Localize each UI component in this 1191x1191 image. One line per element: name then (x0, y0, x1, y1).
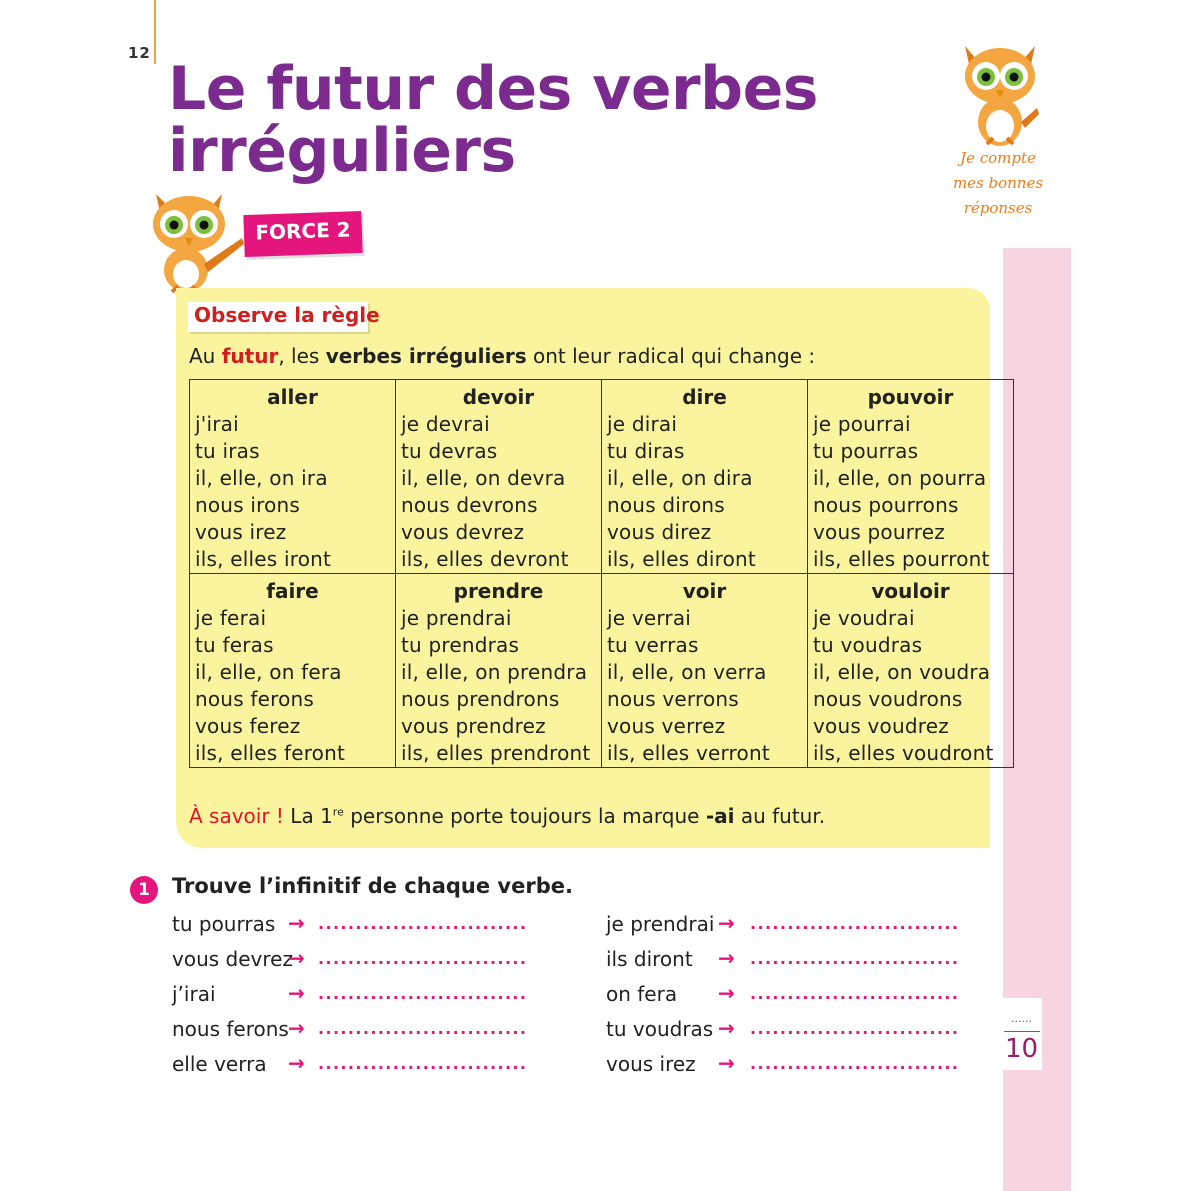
conjugated-form: vous prendrez (401, 714, 546, 738)
answer-blank[interactable]: ............................ (318, 949, 528, 968)
verb-cell (602, 380, 808, 574)
savoir-superscript: re (332, 805, 344, 819)
verb-cell (190, 574, 396, 768)
conjugated-form: tu verras (607, 633, 699, 657)
answer-blank[interactable]: ............................ (318, 1019, 528, 1038)
conjugated-form: tu devras (401, 439, 498, 463)
conjugated-form: vous pourrez (813, 520, 945, 544)
conjugated-form: je ferai (195, 606, 267, 630)
force-level-label: FORCE 2 (254, 217, 352, 245)
answer-blank[interactable]: ............................ (318, 914, 528, 933)
title-line-1: Le futur des verbes (168, 54, 819, 124)
verb-infinitive: pouvoir (867, 385, 954, 409)
conjugated-form: je pourrai (813, 412, 911, 436)
title-line-2: irréguliers (168, 116, 516, 186)
conjugated-form: nous irons (195, 493, 301, 517)
intro-text: , les (278, 344, 326, 368)
rule-label: Observe la règle (194, 303, 380, 327)
answer-blank[interactable]: ............................ (750, 1019, 960, 1038)
exercise-verb: j’irai (172, 982, 216, 1006)
conjugated-form: nous verrons (607, 687, 739, 711)
arrow-right-icon: → (288, 1051, 305, 1075)
exercise-verb: tu pourras (172, 912, 276, 936)
answer-blank[interactable]: ............................ (750, 1054, 960, 1073)
counter-line: Je compte (960, 149, 1036, 167)
savoir-text: personne porte toujours la marque (343, 804, 706, 828)
exercise-verb: vous irez (606, 1052, 696, 1076)
conjugated-form: ils, elles prendront (401, 741, 591, 765)
conjugated-form: vous verrez (607, 714, 726, 738)
conjugated-form: ils, elles devront (401, 547, 569, 571)
conjugation-table (189, 379, 1014, 768)
conjugated-form: nous ferons (195, 687, 315, 711)
answer-blank[interactable]: ............................ (318, 1054, 528, 1073)
conjugated-form: il, elle, on prendra (401, 660, 588, 684)
answer-blank[interactable]: ............................ (318, 984, 528, 1003)
conjugation-row (190, 574, 1014, 768)
arrow-right-icon: → (718, 1051, 735, 1075)
intro-text: Au (189, 344, 222, 368)
conjugated-form: ils, elles voudront (813, 741, 994, 765)
answer-blank[interactable]: ............................ (750, 984, 960, 1003)
conjugated-form: vous devrez (401, 520, 525, 544)
owl-mascot-icon (955, 38, 1045, 148)
conjugation-row (190, 380, 1014, 574)
answer-blank[interactable]: ............................ (750, 949, 960, 968)
conjugated-form: je voudrai (813, 606, 915, 630)
verb-infinitive: aller (267, 385, 318, 409)
margin-line (154, 0, 156, 64)
savoir-text: La 1 (283, 804, 333, 828)
conjugated-form: je verrai (607, 606, 692, 630)
conjugated-form: nous devrons (401, 493, 538, 517)
exercise-number: 1 (130, 876, 158, 904)
rule-intro (189, 344, 815, 368)
arrow-right-icon: → (718, 946, 735, 970)
exercise-verb: tu voudras (606, 1017, 714, 1041)
score-divider (1004, 1031, 1040, 1032)
exercise-title: Trouve l’infinitif de chaque verbe. (172, 874, 573, 898)
score-input[interactable]: ...... (1011, 1012, 1032, 1025)
conjugated-form: il, elle, on devra (401, 466, 566, 490)
verb-infinitive: vouloir (871, 579, 950, 603)
verb-cell (602, 574, 808, 768)
page-title (168, 54, 868, 186)
owl-pointing-icon (146, 188, 246, 296)
conjugated-form: tu pourras (813, 439, 919, 463)
conjugated-form: il, elle, on voudra (813, 660, 991, 684)
conjugated-form: nous dirons (607, 493, 725, 517)
answer-blank[interactable]: ............................ (750, 914, 960, 933)
conjugated-form: ils, elles pourront (813, 547, 990, 571)
arrow-right-icon: → (288, 946, 305, 970)
conjugated-form: il, elle, on dira (607, 466, 753, 490)
exercise-verb: elle verra (172, 1052, 267, 1076)
conjugated-form: tu voudras (813, 633, 923, 657)
conjugated-form: ils, elles feront (195, 741, 346, 765)
exercise-verb: nous ferons (172, 1017, 289, 1041)
arrow-right-icon: → (718, 1016, 735, 1040)
conjugated-form: ils, elles verront (607, 741, 770, 765)
verb-cell (396, 574, 602, 768)
counter-line: mes bonnes (952, 174, 1044, 192)
conjugated-form: j'irai (195, 412, 239, 436)
conjugated-form: tu diras (607, 439, 685, 463)
verb-cell (190, 380, 396, 574)
conjugated-form: nous voudrons (813, 687, 963, 711)
intro-text: ont leur radical qui change : (526, 344, 816, 368)
savoir-ending: -ai (705, 804, 735, 828)
verb-infinitive: devoir (462, 385, 535, 409)
intro-keyword-futur: futur (221, 344, 279, 368)
exercise-verb: je prendrai (606, 912, 715, 936)
counter-line: réponses (963, 199, 1033, 217)
verb-infinitive: voir (682, 579, 727, 603)
verb-infinitive: prendre (453, 579, 544, 603)
arrow-right-icon: → (288, 981, 305, 1005)
conjugated-form: tu iras (195, 439, 260, 463)
conjugated-form: nous pourrons (813, 493, 959, 517)
savoir-label: À savoir ! (189, 804, 284, 828)
conjugated-form: il, elle, on fera (195, 660, 342, 684)
conjugated-form: ils, elles diront (607, 547, 756, 571)
arrow-right-icon: → (718, 981, 735, 1005)
score-counter-caption (938, 146, 1058, 221)
arrow-right-icon: → (288, 911, 305, 935)
conjugated-form: tu prendras (401, 633, 520, 657)
score-total: 10 (1004, 1034, 1039, 1064)
page-number: 12 (128, 44, 151, 62)
conjugated-form: ils, elles iront (195, 547, 332, 571)
conjugated-form: vous voudrez (813, 714, 949, 738)
verb-cell (396, 380, 602, 574)
verb-infinitive: dire (682, 385, 727, 409)
intro-keyword-verbes: verbes irréguliers (325, 344, 527, 368)
verb-cell (808, 574, 1014, 768)
conjugated-form: je dirai (607, 412, 678, 436)
conjugated-form: tu feras (195, 633, 274, 657)
conjugated-form: il, elle, on pourra (813, 466, 987, 490)
arrow-right-icon: → (718, 911, 735, 935)
conjugated-form: il, elle, on verra (607, 660, 767, 684)
conjugated-form: vous direz (607, 520, 712, 544)
conjugated-form: je devrai (401, 412, 490, 436)
exercise-verb: ils diront (606, 947, 693, 971)
arrow-right-icon: → (288, 1016, 305, 1040)
savoir-note (189, 804, 825, 828)
conjugated-form: nous prendrons (401, 687, 560, 711)
exercise-verb: on fera (606, 982, 678, 1006)
savoir-text: au futur. (734, 804, 826, 828)
exercise-verb: vous devrez (172, 947, 293, 971)
verb-cell (808, 380, 1014, 574)
conjugated-form: vous ferez (195, 714, 301, 738)
verb-infinitive: faire (266, 579, 319, 603)
conjugated-form: je prendrai (401, 606, 512, 630)
conjugated-form: il, elle, on ira (195, 466, 328, 490)
conjugated-form: vous irez (195, 520, 287, 544)
